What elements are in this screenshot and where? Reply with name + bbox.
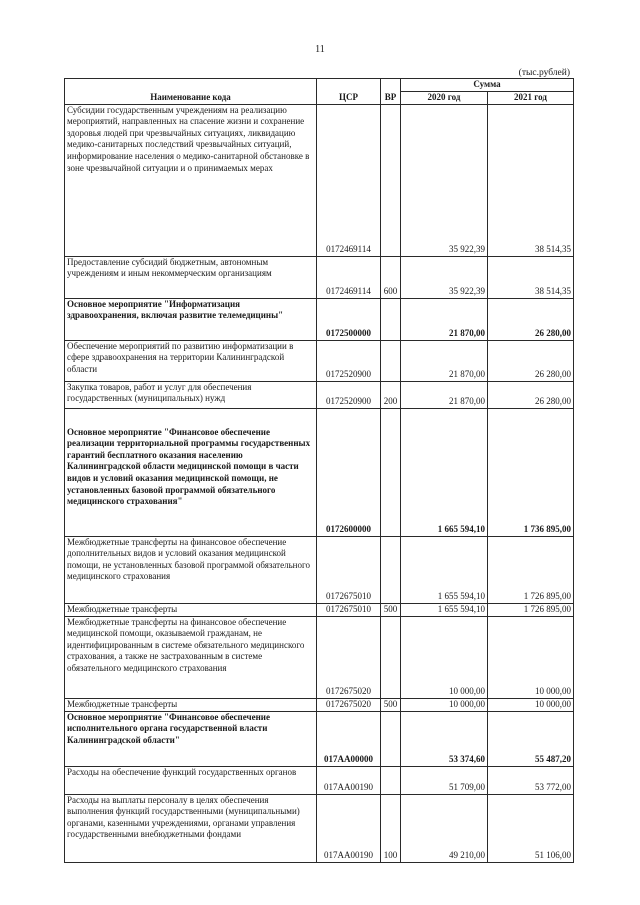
row-name: Субсидии государственным учреждениям на реализацию мероприятий, направленных на спасение жизни и сохранение здоровья людей при чрезвычайных ситуациях, ликвидацию медико-санитарных последствий чрезвычайных ситуаций, информирование населения о медико-санитарной обстановке в зоне чрезвычайной ситуации и о принимаемых мерах bbox=[65, 104, 317, 256]
row-csr: 0172520900 bbox=[317, 340, 381, 381]
row-sum-2020: 53 374,60 bbox=[401, 711, 488, 766]
row-csr: 0172500000 bbox=[317, 298, 381, 340]
row-sum-2021: 51 106,00 bbox=[488, 794, 574, 862]
row-sum-2020: 1 655 594,10 bbox=[401, 603, 488, 616]
row-csr: 0172469114 bbox=[317, 256, 381, 298]
row-sum-2020: 35 922,39 bbox=[401, 104, 488, 256]
row-sum-2021: 55 487,20 bbox=[488, 711, 574, 766]
row-csr: 0172469114 bbox=[317, 104, 381, 256]
table-row bbox=[65, 104, 574, 256]
row-vr bbox=[381, 766, 401, 794]
row-name: Основное мероприятие "Финансовое обеспечение реализации территориальной программы государственных гарантий бесплатного оказания населению Калининградской области медицинской помощи в части видов и условий оказания медицинской помощи, не установленных базовой программой обязательного медицинского страхования" bbox=[65, 408, 317, 536]
row-name: Расходы на выплаты персоналу в целях обеспечения выполнения функций государственными (муниципальными) органами, казенными учреждениями, органами управления государственными внебюджетными фондами bbox=[65, 794, 317, 862]
row-vr bbox=[381, 711, 401, 766]
table-row bbox=[65, 794, 574, 862]
table-row bbox=[65, 536, 574, 603]
row-sum-2021: 1 726 895,00 bbox=[488, 536, 574, 603]
header-csr: ЦСР bbox=[317, 79, 381, 105]
row-vr: 600 bbox=[381, 256, 401, 298]
row-sum-2021: 53 772,00 bbox=[488, 766, 574, 794]
row-name: Межбюджетные трансферты на финансовое обеспечение дополнительных видов и условий оказания медицинской помощи, не установленных базовой программой обязательного медицинского страхования bbox=[65, 536, 317, 603]
header-sum: Сумма bbox=[401, 79, 574, 92]
row-vr bbox=[381, 536, 401, 603]
row-csr: 0172675020 bbox=[317, 698, 381, 711]
row-sum-2021: 10 000,00 bbox=[488, 698, 574, 711]
table-row bbox=[65, 381, 574, 408]
row-name: Предоставление субсидий бюджетным, автономным учреждениям и иным некоммерческим организациям bbox=[65, 256, 317, 298]
row-name: Расходы на обеспечение функций государственных органов bbox=[65, 766, 317, 794]
row-sum-2020: 21 870,00 bbox=[401, 298, 488, 340]
row-csr: 017АА00190 bbox=[317, 766, 381, 794]
table-row bbox=[65, 408, 574, 536]
header-vr: ВР bbox=[381, 79, 401, 105]
row-name: Закупка товаров, работ и услуг для обеспечения государственных (муниципальных) нужд bbox=[65, 381, 317, 408]
row-vr bbox=[381, 616, 401, 698]
row-sum-2021: 1 736 895,00 bbox=[488, 408, 574, 536]
row-vr bbox=[381, 340, 401, 381]
row-sum-2020: 1 655 594,10 bbox=[401, 536, 488, 603]
row-vr bbox=[381, 408, 401, 536]
row-sum-2020: 21 870,00 bbox=[401, 381, 488, 408]
row-vr bbox=[381, 298, 401, 340]
row-sum-2020: 10 000,00 bbox=[401, 616, 488, 698]
table-row bbox=[65, 616, 574, 698]
row-sum-2021: 38 514,35 bbox=[488, 256, 574, 298]
row-vr: 500 bbox=[381, 698, 401, 711]
table-row bbox=[65, 711, 574, 766]
row-csr: 017АА00190 bbox=[317, 794, 381, 862]
row-vr: 200 bbox=[381, 381, 401, 408]
header-name: Наименование кода bbox=[65, 79, 317, 105]
row-sum-2020: 51 709,00 bbox=[401, 766, 488, 794]
row-csr: 0172600000 bbox=[317, 408, 381, 536]
row-csr: 0172675020 bbox=[317, 616, 381, 698]
row-vr bbox=[381, 104, 401, 256]
row-sum-2021: 10 000,00 bbox=[488, 616, 574, 698]
header-row bbox=[65, 79, 574, 92]
row-sum-2021: 26 280,00 bbox=[488, 298, 574, 340]
row-sum-2021: 26 280,00 bbox=[488, 340, 574, 381]
row-sum-2021: 1 726 895,00 bbox=[488, 603, 574, 616]
row-name: Основное мероприятие "Финансовое обеспечение исполнительного органа государственной власти Калининградской области" bbox=[65, 711, 317, 766]
row-name: Основное мероприятие "Информатизация здравоохранения, включая развитие телемедицины" bbox=[65, 298, 317, 340]
units-note: (тыс.рублей) bbox=[518, 68, 570, 78]
row-sum-2020: 35 922,39 bbox=[401, 256, 488, 298]
row-name: Межбюджетные трансферты на финансовое обеспечение медицинской помощи, оказываемой гражданам, не идентифицированным в системе обязательного медицинского страхования, а также не застрахованным в системе обязательного медицинского страхования bbox=[65, 616, 317, 698]
table-row bbox=[65, 298, 574, 340]
row-sum-2020: 21 870,00 bbox=[401, 340, 488, 381]
table-row bbox=[65, 340, 574, 381]
row-sum-2020: 49 210,00 bbox=[401, 794, 488, 862]
row-csr: 0172675010 bbox=[317, 536, 381, 603]
row-csr: 0172675010 bbox=[317, 603, 381, 616]
table-row bbox=[65, 256, 574, 298]
row-name: Межбюджетные трансферты bbox=[65, 603, 317, 616]
row-vr: 100 bbox=[381, 794, 401, 862]
table-row bbox=[65, 698, 574, 711]
row-name: Межбюджетные трансферты bbox=[65, 698, 317, 711]
row-sum-2020: 10 000,00 bbox=[401, 698, 488, 711]
row-vr: 500 bbox=[381, 603, 401, 616]
budget-table bbox=[64, 78, 574, 863]
row-sum-2021: 38 514,35 bbox=[488, 104, 574, 256]
table-row bbox=[65, 766, 574, 794]
page-number: 11 bbox=[315, 44, 325, 55]
row-csr: 017АА00000 bbox=[317, 711, 381, 766]
row-sum-2021: 26 280,00 bbox=[488, 381, 574, 408]
header-year-2021: 2021 год bbox=[488, 91, 574, 104]
header-year-2020: 2020 год bbox=[401, 91, 488, 104]
row-csr: 0172520900 bbox=[317, 381, 381, 408]
row-name: Обеспечение мероприятий по развитию информатизации в сфере здравоохранения на территории Калининградской области bbox=[65, 340, 317, 381]
table-row bbox=[65, 603, 574, 616]
row-sum-2020: 1 665 594,10 bbox=[401, 408, 488, 536]
